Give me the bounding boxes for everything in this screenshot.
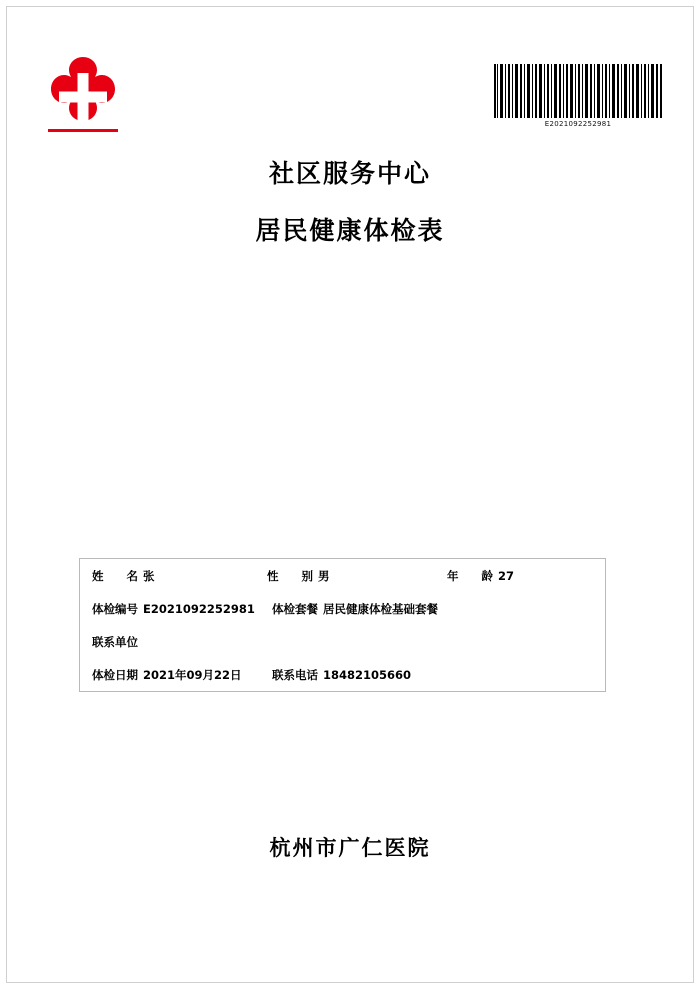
barcode-icon — [494, 64, 662, 118]
field-exam-package — [272, 601, 592, 617]
footer-institution: 杭州市广仁医院 — [269, 836, 431, 860]
table-row — [80, 592, 605, 625]
field-age-label: 年 龄 — [447, 568, 493, 583]
table-row — [80, 625, 605, 658]
field-contact-unit-label: 联系单位 — [92, 634, 138, 649]
field-age — [447, 568, 514, 584]
field-exam-date-value: 2021年09月22日 — [143, 667, 242, 682]
field-exam-package-label: 体检套餐 — [272, 601, 318, 616]
field-exam-number-value: E2021092252981 — [143, 601, 255, 616]
barcode-value: E2021092252981 — [544, 120, 612, 128]
field-exam-date — [92, 667, 272, 683]
field-exam-number — [92, 601, 272, 617]
field-contact-unit — [92, 634, 143, 650]
field-sex-label: 性 别 — [267, 568, 313, 583]
field-sex-value: 男 — [318, 568, 330, 583]
field-exam-number-label: 体检编号 — [92, 601, 138, 616]
title-line-1: 社区服务中心 — [268, 159, 431, 188]
field-exam-date-label: 体检日期 — [92, 667, 138, 682]
field-name-value: 张 — [143, 568, 155, 583]
barcode — [494, 64, 662, 128]
page-title — [0, 158, 700, 247]
field-exam-package-value: 居民健康体检基础套餐 — [323, 601, 438, 616]
field-age-value: 27 — [498, 568, 515, 583]
field-name-label: 姓 名 — [92, 568, 138, 583]
title-line-2: 居民健康体检表 — [255, 215, 445, 245]
field-phone-label: 联系电话 — [272, 667, 318, 682]
field-name — [92, 568, 267, 584]
patient-info-table — [79, 558, 606, 692]
table-row — [80, 658, 605, 691]
field-sex — [267, 568, 447, 584]
field-phone-value: 18482105660 — [323, 667, 412, 682]
field-phone — [272, 667, 592, 683]
red-cross-medical-logo-icon — [40, 55, 126, 141]
table-row — [80, 559, 605, 592]
